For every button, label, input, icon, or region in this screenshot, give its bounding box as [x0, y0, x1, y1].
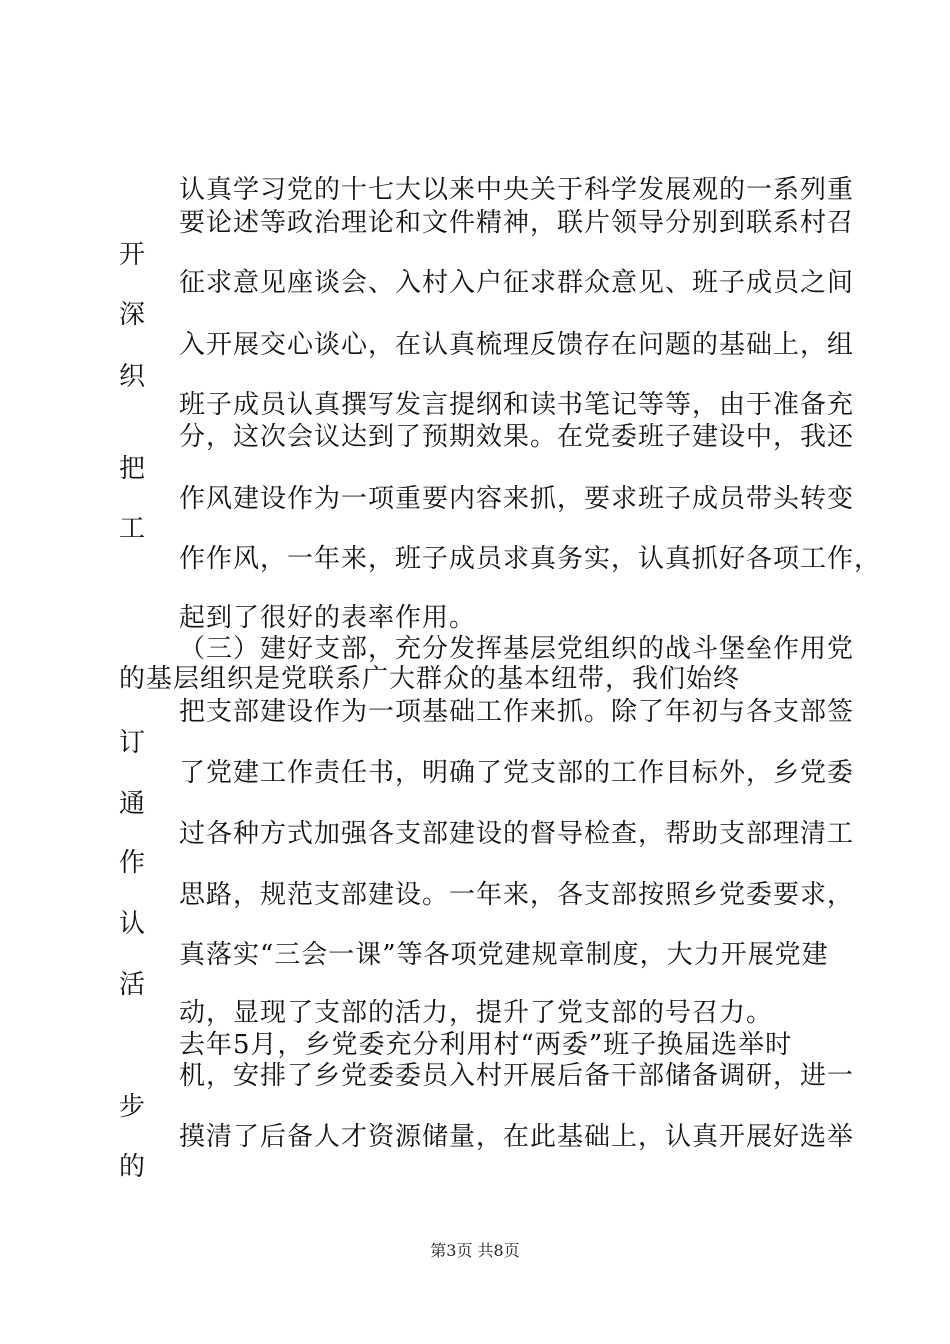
text-line: 班子成员认真撰写发言提纲和读书笔记等等，由于准备充	[179, 390, 855, 420]
text-line: 动，显现了支部的活力，提升了党支部的号召力。	[179, 998, 774, 1028]
text-line: 思路，规范支部建设。一年来，各支部按照乡党委要求，	[179, 880, 855, 910]
text-line: 把支部建设作为一项基础工作来抓。除了年初与各支部签	[179, 697, 855, 727]
text-line: 的基层组织是党联系广大群众的基本纽带，我们始终	[119, 664, 741, 694]
page-number: 第3页 共8页	[430, 1241, 520, 1260]
text-line: 步	[119, 1092, 147, 1122]
text-line: 通	[119, 789, 147, 819]
page-footer	[0, 1241, 950, 1261]
text-line: 分，这次会议达到了预期效果。在党委班子建设中，我还	[179, 422, 855, 452]
text-line: 订	[119, 728, 147, 758]
text-line: 作	[119, 848, 147, 878]
text-line: 去年5月，乡党委充分利用村“两委”班子换届选举时	[179, 1030, 793, 1060]
text-line: 机，安排了乡党委委员入村开展后备干部储备调研，进一	[179, 1061, 855, 1091]
text-line: 活	[119, 970, 147, 1000]
text-line: 作作风，一年来，班子成员求真务实，认真抓好各项工作，	[179, 544, 882, 574]
text-line: 入开展交心谈心，在认真梳理反馈存在问题的基础上，组	[179, 330, 855, 360]
text-line: 征求意见座谈会、入村入户征求群众意见、班子成员之间	[179, 268, 855, 298]
text-line: 深	[119, 300, 147, 330]
text-line: 把	[119, 454, 147, 484]
text-line: 起到了很好的表率作用。	[179, 603, 477, 633]
text-line: 的	[119, 1152, 147, 1182]
text-line: 认真学习党的十七大以来中央关于科学发展观的一系列重	[179, 175, 855, 205]
text-line: 织	[119, 362, 147, 392]
text-line: （三）建好支部，充分发挥基层党组织的战斗堡垒作用党	[179, 634, 855, 664]
text-line: 工	[119, 514, 147, 544]
text-line: 了党建工作责任书，明确了党支部的工作目标外，乡党委	[179, 758, 855, 788]
text-line: 真落实“三会一课”等各项党建规章制度，大力开展党建	[179, 940, 829, 970]
text-line: 开	[119, 240, 147, 270]
text-line: 摸清了后备人才资源储量，在此基础上，认真开展好选举	[179, 1122, 855, 1152]
text-line: 认	[119, 909, 147, 939]
text-line: 作风建设作为一项重要内容来抓，要求班子成员带头转变	[179, 484, 855, 514]
text-line: 过各种方式加强各支部建设的督导检查，帮助支部理清工	[179, 819, 855, 849]
text-line: 要论述等政治理论和文件精神，联片领导分别到联系村召	[179, 208, 855, 238]
